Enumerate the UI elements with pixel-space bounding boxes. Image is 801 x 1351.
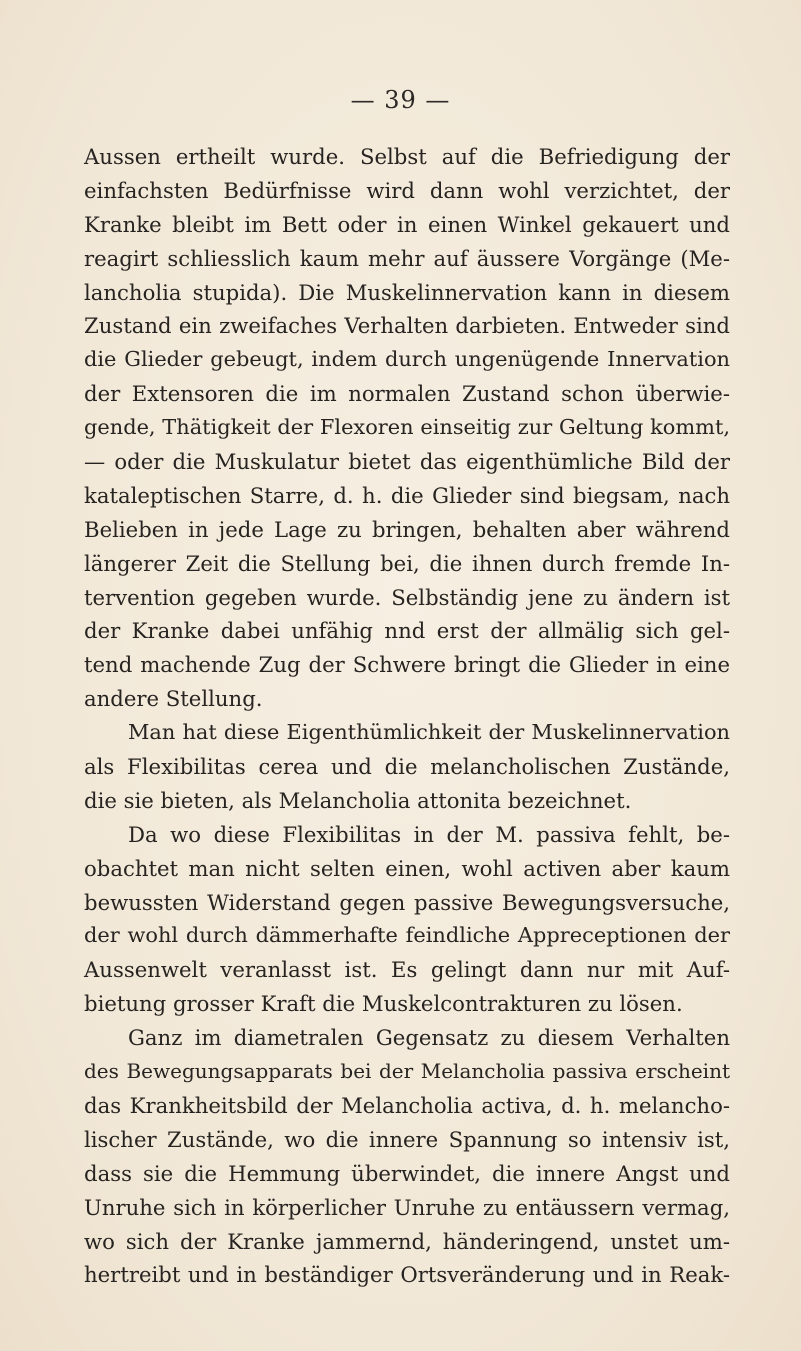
text-line: Da wo diese Flexibilitas in der M. passiva fehlt, be- — [128, 821, 730, 847]
text-line: dass sie die Hemmung überwindet, die innere Angst und — [84, 1160, 730, 1186]
text-line: Kranke bleibt im Bett oder in einen Winkel gekauert und — [84, 211, 730, 237]
text-line: der wohl durch dämmerhafte feindliche Appreceptionen der — [84, 923, 730, 948]
text-line: der Extensoren die im normalen Zustand schon überwie- — [84, 381, 730, 407]
text-line: wo sich der Kranke jammernd, händeringend, unstet um- — [84, 1228, 730, 1254]
text-line: das Krankheitsbild der Melancholia activa, d. h. melancho- — [84, 1092, 730, 1118]
text-line: lischer Zustände, wo die innere Spannung so intensiv ist, — [84, 1126, 730, 1152]
text-line: Aussenwelt veranlasst ist. Es gelingt dann nur mit Auf- — [84, 957, 730, 983]
text-line: — oder die Muskulatur bietet das eigenthümliche Bild der — [84, 449, 730, 475]
text-line: gende, Thätigkeit der Flexoren einseitig zur Geltung kommt, — [84, 415, 730, 440]
text-line: die sie bieten, als Melancholia attonita bezeichnet. — [84, 787, 632, 813]
text-line: lancholia stupida). Die Muskelinnervation kann in diesem — [84, 279, 730, 305]
text-line: einfachsten Bedürfnisse wird dann wohl verzichtet, der — [84, 177, 730, 203]
page-number: — 39 — — [350, 86, 451, 114]
text-line: längerer Zeit die Stellung bei, die ihnen durch fremde In- — [84, 550, 730, 576]
text-line: Belieben in jede Lage zu bringen, behalten aber während — [84, 516, 730, 542]
text-line: Zustand ein zweifaches Verhalten darbieten. Entweder sind — [84, 313, 730, 339]
text-line: andere Stellung. — [84, 686, 263, 712]
text-line: obachtet man nicht selten einen, wohl activen aber kaum — [84, 855, 730, 881]
text-line: bewussten Widerstand gegen passive Bewegungsversuche, — [84, 889, 730, 915]
text-line: bietung grosser Kraft die Muskelcontrakturen zu lösen. — [84, 991, 683, 1017]
text-line: tervention gegeben wurde. Selbständig jene zu ändern ist — [84, 584, 730, 610]
body-text — [84, 140, 730, 1292]
text-line: die Glieder gebeugt, indem durch ungenügende Innervation — [84, 347, 730, 372]
text-line: des Bewegungsapparats bei der Melancholia passiva erscheint — [84, 1059, 730, 1084]
text-line: Unruhe sich in körperlicher Unruhe zu entäussern vermag, — [84, 1194, 730, 1220]
text-line: reagirt schliesslich kaum mehr auf äussere Vorgänge (Me- — [84, 245, 730, 271]
text-line: Man hat diese Eigenthümlichkeit der Muskelinnervation — [128, 720, 730, 745]
text-line: kataleptischen Starre, d. h. die Glieder sind biegsam, nach — [84, 482, 730, 508]
text-line: hertreibt und in beständiger Ortsveränderung und in Reak- — [84, 1262, 730, 1288]
text-line: Ganz im diametralen Gegensatz zu diesem Verhalten — [128, 1025, 730, 1051]
text-line: Aussen ertheilt wurde. Selbst auf die Befriedigung der — [84, 144, 730, 169]
text-line: als Flexibilitas cerea und die melancholischen Zustände, — [84, 754, 730, 780]
text-line: tend machende Zug der Schwere bringt die Glieder in eine — [84, 652, 730, 678]
text-line: der Kranke dabei unfähig nnd erst der allmälig sich gel- — [84, 618, 730, 644]
